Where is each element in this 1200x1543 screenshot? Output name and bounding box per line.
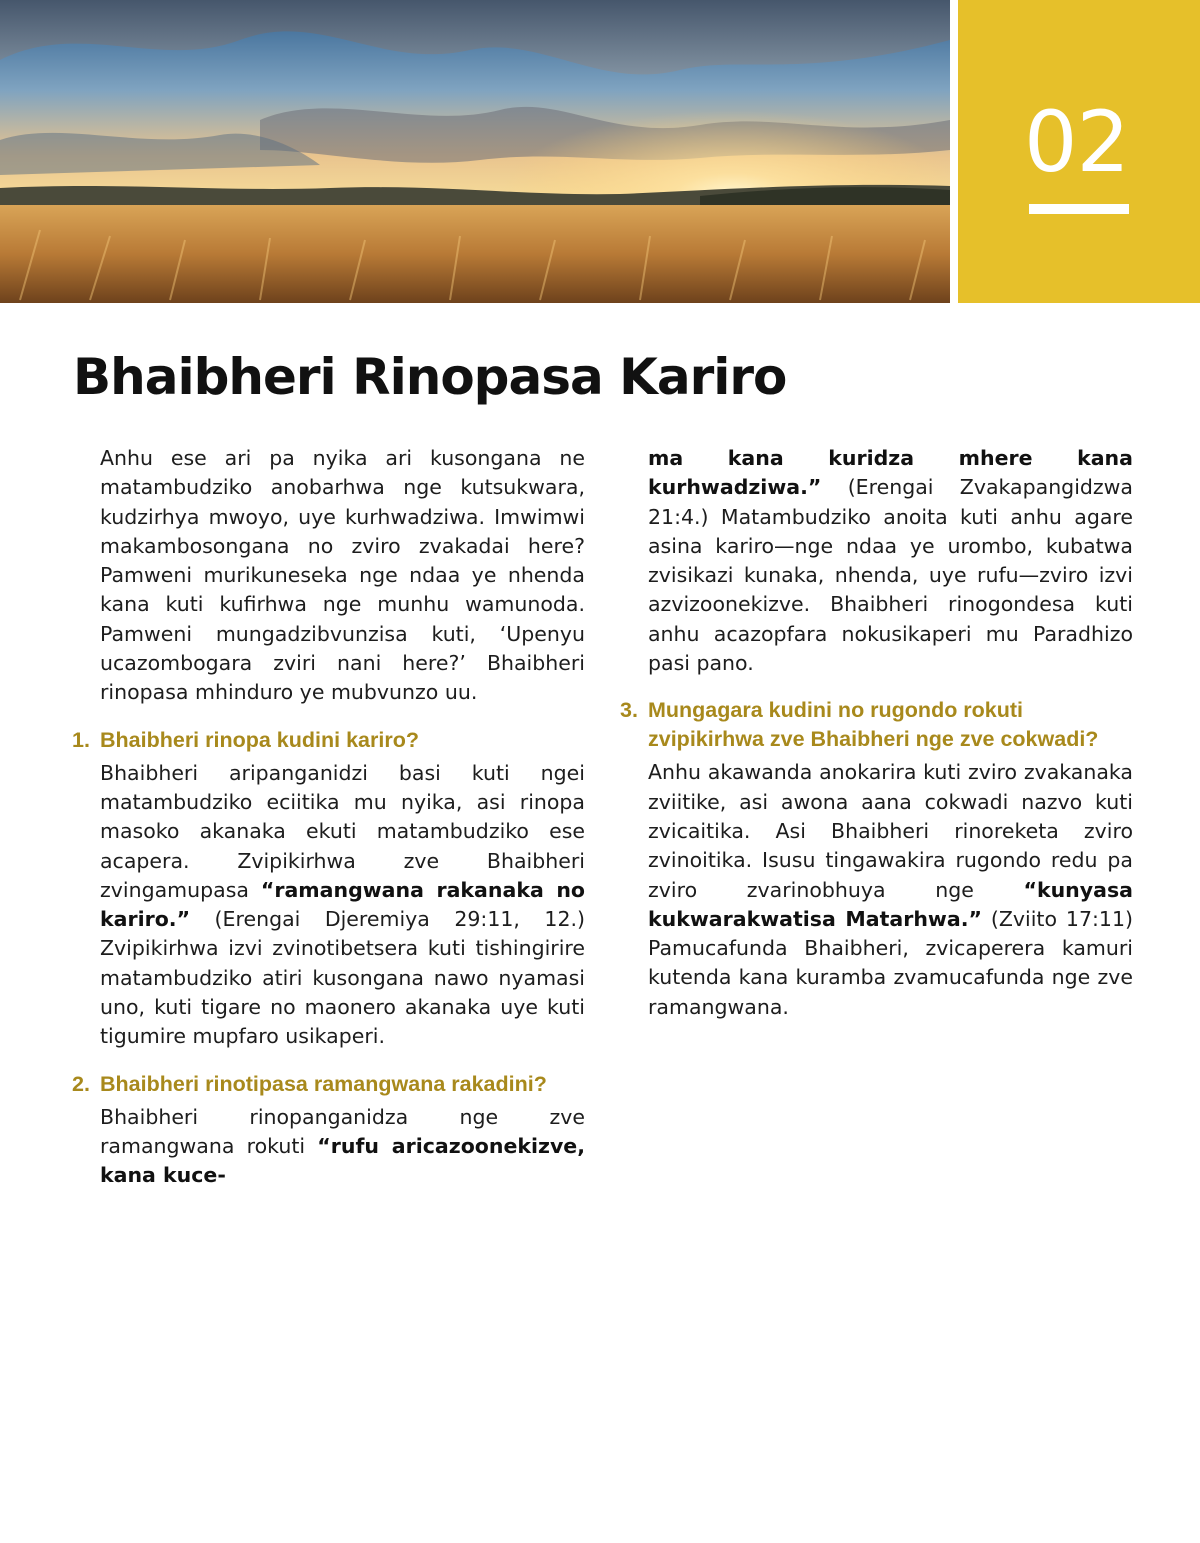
question-2 — [72, 1070, 585, 1099]
left-column — [72, 444, 585, 1209]
lesson-number-underline — [1029, 204, 1129, 214]
question-2-text: Bhaibheri rinotipasa ramangwana rakadini? — [100, 1071, 547, 1096]
intro-paragraph: Anhu ese ari pa nyika ari kusongana ne matambudziko anobarhwa nge kutsukwara, kudzirhya mwoyo, uye kurhwadziwa. Imwimwi makambosongana no zviro zvakadai here? Pamweni murikuneseka nge ndaa ye nhenda kana kuti kufirhwa nge munhu wamunoda. Pamweni mungadzibvunzisa kuti, ‘Upenyu ucazombogara zviri nani here?’ Bhaibheri rinopasa mhinduro ye mubvunzo uu. — [100, 446, 585, 705]
page-title: Bhaibheri Rinopasa Kariro — [73, 348, 787, 406]
question-3 — [620, 696, 1133, 754]
answer-3-quote: “kunyasa kukwarakwatisa Matarhwa.” — [648, 877, 1133, 931]
hero-image — [0, 0, 950, 303]
question-1 — [72, 726, 585, 755]
answer-2-continued — [648, 444, 1133, 678]
answer-2-text-b: (Erengai Zvakapangidzwa 21:4.) Matambudziko anoita kuti anhu agare asina kariro—nge ndaa ye urombo, kubatwa zvisikazi kunaka, nhenda, uye rufu—zviro izvi azvizoonekizve. Bhaibheri rinogondesa kuti anhu acazopfara nokusikaperi mu Paradhizo pasi pano. — [648, 475, 1133, 676]
lesson-number-tab — [958, 0, 1200, 303]
lesson-number: 02 — [1024, 93, 1129, 191]
answer-2-quote-end: ma kana kuridza mhere kana kurhwadziwa.” — [648, 446, 1133, 500]
answer-1-text-b: (Erengai Djeremiya 29:11, 12.) Zvipikirhwa izvi zvinotibetsera kuti tishingirire matambudziko atiri kusongana nawo nyamasi uno, kuti tigare no maonero akanaka uye kuti tigumire mupfaro usikaperi. — [100, 907, 585, 1049]
question-1-text: Bhaibheri rinopa kudini kariro? — [100, 727, 419, 752]
answer-3-text-a: Anhu akawanda anokarira kuti zviro zvakanaka zviitike, asi awona aana cokwadi nazvo kuti zvicaitika. Asi Bhaibheri rinoreketa zviro zvinoitika. Isusu tingawakira rugondo redu pa zviro zvarinobhuya nge — [648, 760, 1133, 902]
question-2-number: 2. — [72, 1071, 90, 1096]
answer-2-start — [100, 1103, 585, 1191]
question-3-text: Mungagara kudini no rugondo rokuti zvipikirhwa zve Bhaibheri nge zve cokwadi? — [648, 698, 1099, 752]
question-3-number: 3. — [620, 698, 638, 723]
question-1-number: 1. — [72, 727, 90, 752]
answer-2-quote-start: “rufu aricazoonekizve, kana kuce- — [100, 1133, 585, 1188]
answer-3 — [648, 758, 1133, 1022]
answer-2-text-a: Bhaibheri rinopanganidza nge zve ramangwana rokuti — [100, 1104, 585, 1158]
answer-1-text-a: Bhaibheri aripanganidzi basi kuti ngei matambudziko eciitika mu nyika, asi rinopa masoko akanaka ekuti matambudziko ese acapera. Zvipikirhwa zve Bhaibheri zvingamupasa — [100, 760, 585, 902]
right-column — [620, 444, 1133, 1040]
answer-3-text-b: (Zviito 17:11) Pamucafunda Bhaibheri, zvicaperera kamuri kutenda kana kuramba zvamucafunda nge zve ramangwana. — [648, 906, 1133, 1019]
answer-1-quote: “ramangwana rakanaka no kariro.” — [100, 877, 585, 932]
answer-1 — [100, 759, 585, 1052]
